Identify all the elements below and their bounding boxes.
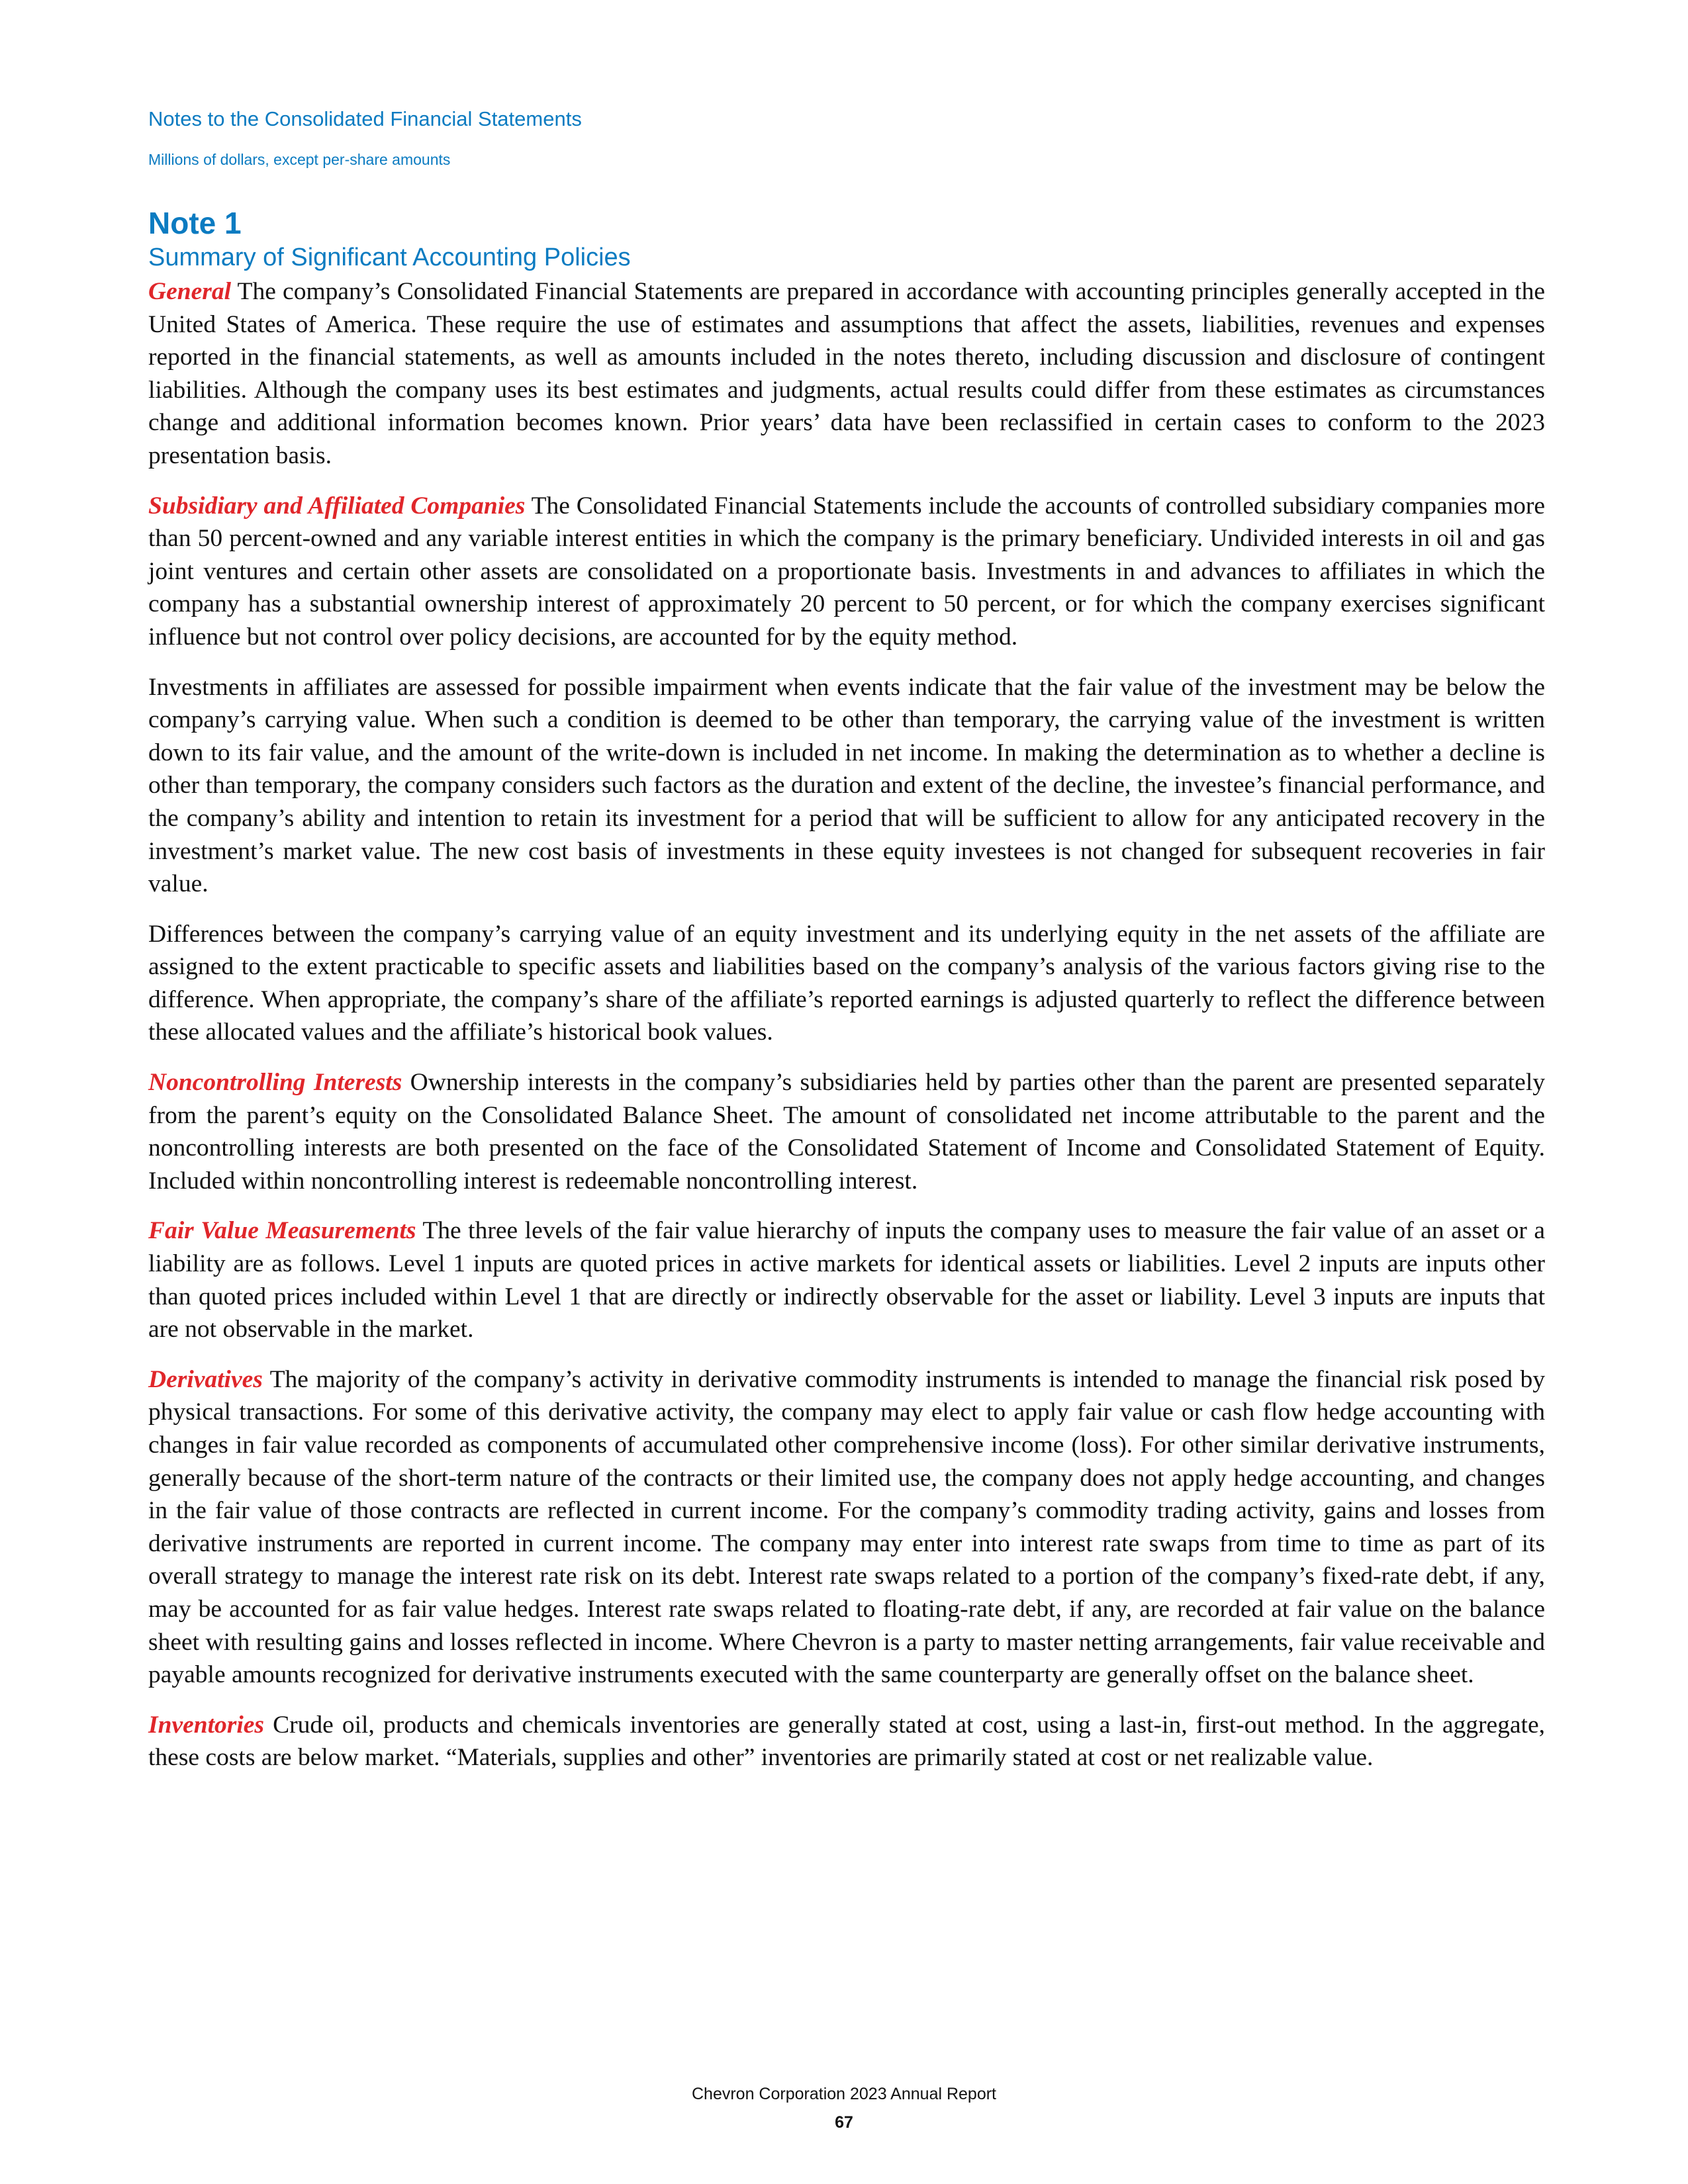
page-header-title: Notes to the Consolidated Financial Statements (148, 107, 582, 130)
paragraph-lead: Fair Value Measurements (148, 1217, 416, 1245)
paragraph-lead: General (148, 278, 231, 305)
paragraph-derivatives (148, 1363, 1545, 1692)
note-number: Note 1 (148, 206, 242, 240)
paragraph-lead: Inventories (148, 1711, 265, 1739)
paragraph-impairment (148, 671, 1545, 901)
paragraph-general (148, 275, 1545, 473)
footer-report-name: Chevron Corporation 2023 Annual Report (691, 2085, 997, 2103)
paragraph-text: The majority of the company’s activity in derivative commodity instruments is intended to manage the financial risk posed by physical transactions. For some of this derivative activity, the company may elect to apply fair value or cash flow hedge accounting with changes in fair value recorded as components of accumulated other comprehensive income (loss). For other similar derivative instruments, generally because of the short-term nature of the contracts or their limited use, the company does not apply hedge accounting, and changes in the fair value of those contracts are reflected in current income. For the company’s commodity trading activity, gains and losses from derivative instruments are reported in current income. The company may enter into interest rate swaps from time to time as part of its overall strategy to manage the interest rate risk on its debt. Interest rate swaps related to a portion of the company’s fixed-rate debt, if any, may be accounted for as fair value hedges. Interest rate swaps related to floating-rate debt, if any, are recorded at fair value on the balance sheet with resulting gains and losses reflected in income. Where Chevron is a party to master netting arrangements, fair value receivable and payable amounts recognized for derivative instruments executed with the same counterparty are generally offset on the balance sheet. (148, 1365, 1545, 1689)
paragraph-noncontrolling (148, 1066, 1545, 1197)
note-title: Summary of Significant Accounting Policies (148, 244, 631, 271)
paragraph-fair-value (148, 1214, 1545, 1345)
paragraph-text: Crude oil, products and chemicals inventories are generally stated at cost, using a last-in, first-out method. In the aggregate, these costs are below market. “Materials, supplies and other” inventories are primarily stated at cost or net realizable value. (148, 1711, 1545, 1772)
paragraph-text: The three levels of the fair value hierarchy of inputs the company uses to measure the fair value of an asset or a liability are as follows. Level 1 inputs are quoted prices in active markets for identical assets or liabilities. Level 2 inputs are inputs other than quoted prices included within Level 1 that are directly or indirectly observable for the asset or liability. Level 3 inputs are inputs that are not observable in the market. (148, 1217, 1545, 1343)
paragraph-lead: Subsidiary and Affiliated Companies (148, 492, 526, 520)
paragraph-text: The company’s Consolidated Financial Statements are prepared in accordance with accounting principles generally accepted in the United States of America. These require the use of estimates and assumptions that affect the assets, liabilities, revenues and expenses reported in the financial statements, as well as amounts included in the notes thereto, including discussion and disclosure of contingent liabilities. Although the company uses its best estimates and judgments, actual results could differ from these estimates as circumstances change and additional information becomes known. Prior years’ data have been reclassified in certain cases to conform to the 2023 presentation basis. (148, 278, 1545, 469)
paragraph-subsidiary (148, 490, 1545, 654)
page-header-subtitle: Millions of dollars, except per-share amounts (148, 151, 451, 168)
paragraph-text: Ownership interests in the company’s subsidiaries held by parties other than the parent are presented separately from the parent’s equity on the Consolidated Balance Sheet. The amount of consolidated net income attributable to the parent and the noncontrolling interests are both presented on the face of the Consolidated Statement of Income and Consolidated Statement of Equity. Included within noncontrolling interest is redeemable noncontrolling interest. (148, 1069, 1545, 1195)
paragraph-lead: Noncontrolling Interests (148, 1069, 402, 1097)
paragraph-differences (148, 918, 1545, 1049)
paragraph-lead: Derivatives (148, 1365, 263, 1393)
paragraph-text: Differences between the company’s carrying value of an equity investment and its underlying equity in the net assets of the affiliate are assigned to the extent practicable to specific assets and liabilities based on the company’s analysis of the various factors giving rise to the difference. When appropriate, the company’s share of the affiliate’s reported earnings is adjusted quarterly to reflect the difference between these allocated values and the affiliate’s historical book values. (148, 920, 1545, 1046)
footer-page-number: 67 (835, 2113, 853, 2132)
paragraph-inventories (148, 1709, 1545, 1774)
paragraph-text: Investments in affiliates are assessed for possible impairment when events indicate that the fair value of the investment may be below the company’s carrying value. When such a condition is deemed to be other than temporary, the carrying value of the investment is written down to its fair value, and the amount of the write-down is included in net income. In making the determination as to whether a decline is other than temporary, the company considers such factors as the duration and extent of the decline, the investee’s financial performance, and the company’s ability and intention to retain its investment for a period that will be sufficient to allow for any anticipated recovery in the investment’s market value. The new cost basis of investments in these equity investees is not changed for subsequent recoveries in fair value. (148, 673, 1545, 898)
paragraph-text: The Consolidated Financial Statements include the accounts of controlled subsidiary companies more than 50 percent-owned and any variable interest entities in which the company is the primary beneficiary. Undivided interests in oil and gas joint ventures and certain other assets are consolidated on a proportionate basis. Investments in and advances to affiliates in which the company has a substantial ownership interest of approximately 20 percent to 50 percent, or for which the company exercises significant influence but not control over policy decisions, are accounted for by the equity method. (148, 492, 1546, 651)
note-body (148, 275, 1545, 1792)
